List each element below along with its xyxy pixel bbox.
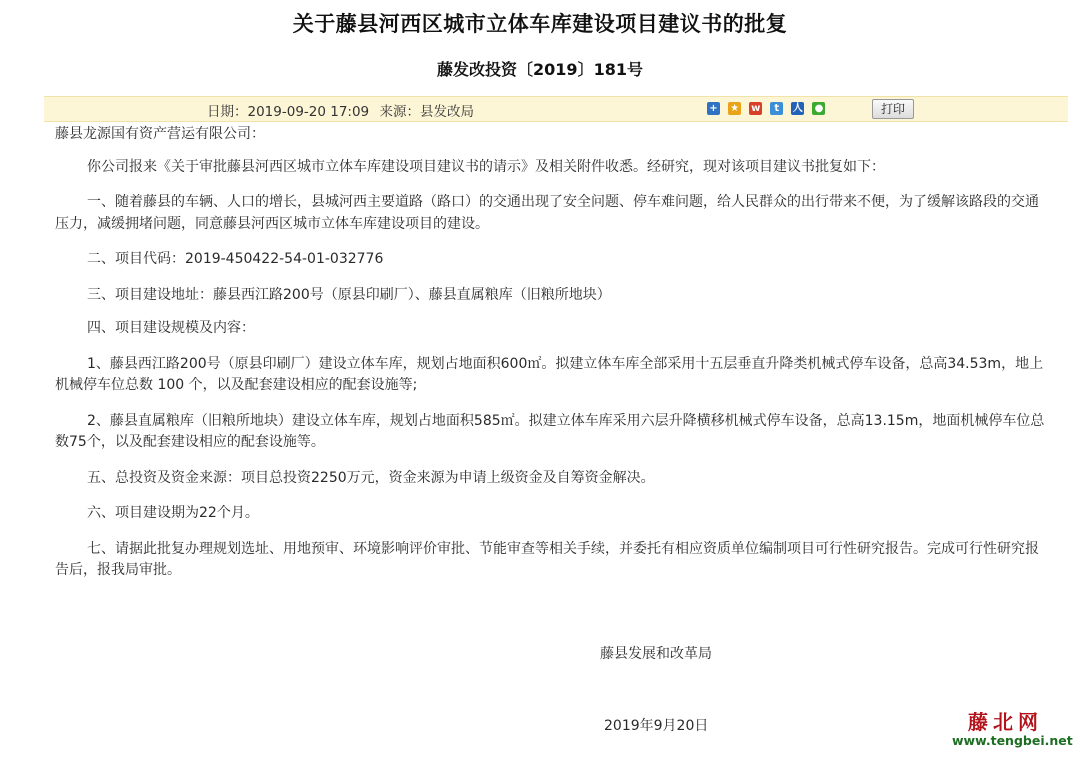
tencent-weibo-icon[interactable]: t <box>770 102 783 115</box>
signature: 藤县发展和改革局 <box>600 646 712 662</box>
publish-source: 来源：县发改局 <box>379 104 474 120</box>
document-body <box>55 124 1045 582</box>
paragraph-2: 二、项目代码：2019-450422-54-01-032776 <box>87 251 384 267</box>
wechat-icon[interactable]: ● <box>812 102 825 115</box>
document-number: 藤发改投资〔2019〕181号 <box>437 60 643 79</box>
paragraph-6: 六、项目建设期为22个月。 <box>87 505 259 521</box>
salutation: 藤县龙源国有资产营运有限公司： <box>55 126 265 142</box>
page-title: 关于藤县河西区城市立体车库建设项目建议书的批复 <box>292 12 788 36</box>
weibo-icon[interactable]: w <box>751 103 761 114</box>
paragraph-3: 三、项目建设地址：藤县西江路200号（原县印刷厂）、藤县直属粮库（旧粮所地块） <box>87 286 611 303</box>
share-toolbar <box>707 102 828 116</box>
paragraph-7: 七、请据此批复办理规划选址、用地预审、环境影响评价审批、节能审查等相关手续，并委托有相应资质单位编制项目可行性研究报告。完成可行性研究报告后，报我局审批。 <box>55 540 1039 578</box>
meta-info <box>207 100 480 120</box>
paragraph-4-1: 1、藤县西江路200号（原县印刷厂）建设立体车库，规划占地面积600㎡。拟建立体车库全部采用十五层垂直升降类机械式停车设备，总高34.53m，地上机械停车位总数 100 个，以及配套建设相应的配套设施等; <box>55 355 1044 393</box>
watermark-logo: 藤北网 <box>968 710 1043 734</box>
sign-date: 2019年9月20日 <box>604 718 709 734</box>
watermark-url: www.tengbei.net <box>952 733 1073 748</box>
paragraph-1: 一、随着藤县的车辆、人口的增长，县城河西主要道路（路口）的交通出现了安全问题、停车难问题，给人民群众的出行带来不便，为了缓解该路段的交通压力，减缓拥堵问题，同意藤县河西区城市立体车库建设项目的建设。 <box>55 194 1039 232</box>
publish-date: 日期：2019-09-20 17:09 <box>207 104 370 120</box>
renren-icon[interactable]: 人 <box>792 103 803 114</box>
print-button[interactable]: 打印 <box>872 99 914 119</box>
share-plus-icon[interactable]: + <box>707 102 720 115</box>
paragraph-intro: 你公司报来《关于审批藤县河西区城市立体车库建设项目建议书的请示》及相关附件收悉。经研究，现对该项目建议书批复如下： <box>87 158 885 175</box>
paragraph-4-2: 2、藤县直属粮库（旧粮所地块）建设立体车库，规划占地面积585㎡。拟建立体车库采用六层升降横移机械式停车设备，总高13.15m，地面机械停车位总数75个，以及配套建设相应的配套设施等。 <box>55 412 1045 450</box>
paragraph-4: 四、项目建设规模及内容： <box>87 320 255 336</box>
qzone-icon[interactable]: ★ <box>728 102 741 115</box>
paragraph-5: 五、总投资及资金来源：项目总投资2250万元，资金来源为申请上级资金及自筹资金解决。 <box>87 469 655 486</box>
info-bar <box>44 96 1068 122</box>
